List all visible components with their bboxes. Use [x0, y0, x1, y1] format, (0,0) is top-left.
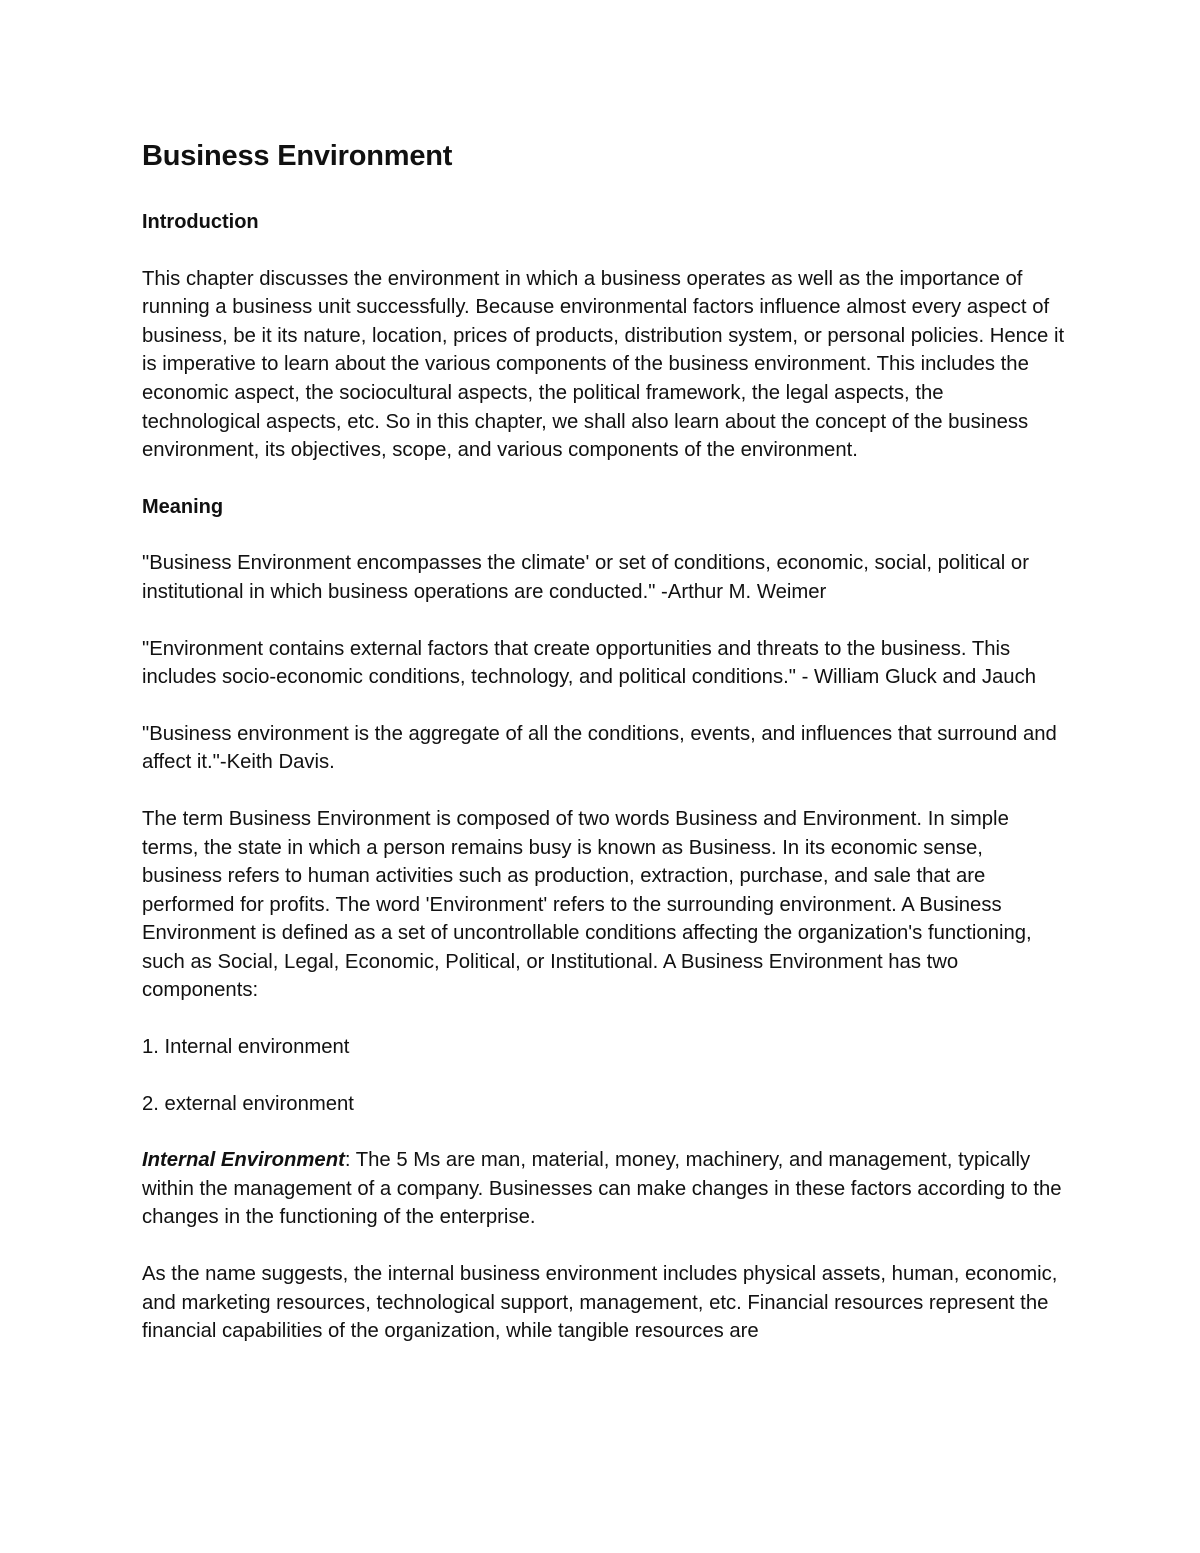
definition-quote-gluck-jauch: "Environment contains external factors that create opportunities and threats to the business. This includes socio-economic conditions, technology, and political conditions." - William Gluck and Jauch — [142, 637, 1037, 689]
component-item-external: 2. external environment — [142, 1092, 354, 1115]
definition-quote-weimer: "Business Environment encompasses the climate' or set of conditions, economic, social, political or institutional in which business operations are conducted." -Arthur M. Weimer — [142, 552, 1029, 603]
introduction-paragraph: This chapter discusses the environment in which a business operates as well as the importance of running a business unit successfully. Because environmental factors influence almost every aspect of business, be it its nature, location, prices of products, distribution system, or personal policies. Hence it is imperative to learn about the various components of the business environment. This includes the economic aspect, the sociocultural aspects, the political framework, the legal aspects, the technological aspects, etc. So in this chapter, we shall also learn about the concept of the business environment, its objectives, scope, and various components of the environment. — [142, 267, 1065, 462]
term-paragraph: The term Business Environment is composed of two words Business and Environment. In simple terms, the state in which a person remains busy is known as Business. In its economic sense, business refers to human activities such as production, extraction, purchase, and sale that are performed for profits. The word 'Environment' refers to the surrounding environment. A Business Environment is defined as a set of uncontrollable conditions affecting the organization's functioning, such as Social, Legal, Economic, Political, or Institutional. A Business Environment has two components: — [142, 807, 1032, 1002]
internal-resources-paragraph: As the name suggests, the internal business environment includes physical assets, human, economic, and marketing resources, technological support, management, etc. Financial resources represent the financial capabilities of the organization, while tangible resources are — [142, 1263, 1058, 1343]
internal-environment-text: : The 5 Ms are man, material, money, machinery, and management, typically within the management of a company. Businesses can make changes in these factors according to the changes in the functioning of the enterprise. — [142, 1149, 1062, 1229]
internal-environment-lead: Internal Environment — [142, 1149, 345, 1172]
meaning-heading: Meaning — [142, 495, 224, 518]
document-page — [142, 136, 1067, 1374]
internal-environment-paragraph — [142, 1146, 1067, 1232]
component-item-internal: 1. Internal environment — [142, 1036, 350, 1059]
document-title: Business Environment — [142, 140, 453, 172]
introduction-heading: Introduction — [142, 211, 259, 233]
definition-quote-davis: "Business environment is the aggregate of all the conditions, events, and influences that surround and affect it."-Keith Davis. — [142, 722, 1057, 774]
